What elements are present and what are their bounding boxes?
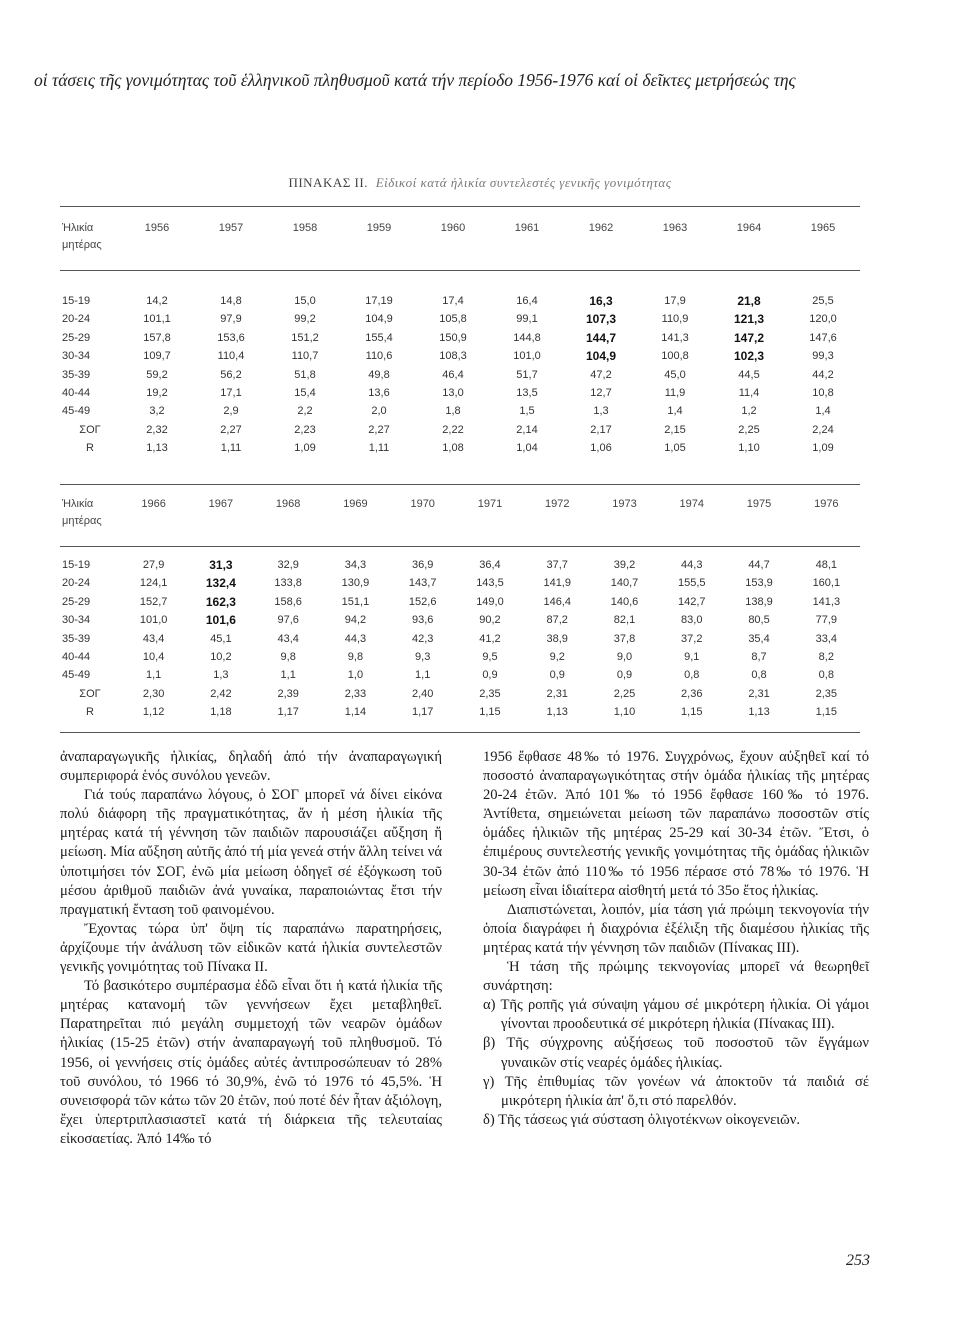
table-cell: 101,0 <box>139 614 168 627</box>
table-cell: 1,13 <box>748 706 770 719</box>
table-cell: 56,2 <box>220 368 242 381</box>
table-cell: 0,8 <box>751 669 767 682</box>
age-group-label: 15-19 <box>62 295 91 307</box>
table-cell: 45,0 <box>664 368 686 381</box>
table-cell: 13,0 <box>442 387 464 400</box>
year-header: 1961 <box>514 222 540 234</box>
table-row <box>60 329 860 347</box>
table-cell: 124,1 <box>139 577 168 590</box>
table-cell: 36,9 <box>411 559 434 571</box>
age-group-label: 25-29 <box>62 331 91 344</box>
table-cell: 11,9 <box>664 387 686 400</box>
table-cell: 97,6 <box>277 614 299 627</box>
table-cell: 110,7 <box>291 350 319 363</box>
year-header: 1970 <box>410 498 435 510</box>
year-header: 1972 <box>544 498 570 510</box>
table-cell: 130,9 <box>341 577 370 590</box>
table-cell: 2,30 <box>142 687 165 700</box>
table-cell: 0,9 <box>482 669 498 682</box>
table-cell: 8,2 <box>818 651 834 664</box>
table-cell: 2,31 <box>748 687 770 700</box>
table-cell: 120,0 <box>809 313 837 326</box>
table-cell: 59,2 <box>146 368 168 381</box>
table-cell: 14,2 <box>146 295 168 307</box>
header-age-label-2: μητέρας <box>62 239 102 251</box>
table-cell: 104,9 <box>365 313 393 326</box>
table-bottom-rule <box>60 732 860 733</box>
header-age-label <box>60 496 120 530</box>
table-cell: 41,2 <box>479 632 501 645</box>
table-cell: 2,27 <box>220 423 242 436</box>
table-cell: 14,8 <box>220 295 242 307</box>
list-item: β) Τῆς σύγχρονης αὐξήσεως τοῦ ποσοστοῦ τῶν ἔγγάμων γυναικῶν στίς νεαρές ὁμάδες ἡλικίας. <box>483 1035 869 1071</box>
list-item: γ) Τῆς ἐπιθυμίας τῶν γονέων νά ἀποκτοῦν τά παιδιά σέ μικρότερη ἡλικία ἀπ' ὅ,τι στό παρελθόν. <box>483 1073 869 1109</box>
table-cell: 9,2 <box>549 651 565 664</box>
paragraph: 1956 ἔφθασε 48‰ τό 1976. Συγχρόνως, ἔχουν αὐξηθεῖ καί τό ποσοστό ἀναπαραγωγικότητας στήν ὁμάδα ἡλικίας τῆς μητέρας 20-24 ἐτῶν. Ἀπό 101‰ τό 1956 ἔφθασε 160‰ τό 1976. Ἀντίθετα, σημειώνεται μείωση τῶν παραπάνω ποσοστῶν στίς ὁμάδες ἡλικιῶν τῆς μητέρας 25-29 καί 30-34 ἐτῶν. Ἔτσι, ὁ ἐπιμέρους συντελεστής γενικῆς γονιμότητας τῆς ὁμάδας ἡλικιῶν 30-34 ἐτῶν ἀπό 110‰ τό 1956 πέρασε στό 78‰ τό 1976. Ἡ μείωση εἶναι ἰδιαίτερα αἰσθητή μετά τό 35ο ἔτος ἡλικίας. <box>483 749 869 899</box>
table-row <box>60 310 860 328</box>
table-cell: 49,8 <box>368 368 390 381</box>
table-cell: 13,6 <box>368 387 390 400</box>
table-row <box>60 685 860 703</box>
year-header: 1969 <box>343 498 368 510</box>
table-cell: 17,19 <box>365 295 393 307</box>
table-row <box>60 402 860 420</box>
table-cell: 38,9 <box>546 632 568 645</box>
table-cell: 47,2 <box>590 368 612 381</box>
table-cell: 110,6 <box>365 350 393 363</box>
year-header: 1962 <box>588 222 614 234</box>
table-caption <box>0 175 960 191</box>
table-cell: 141,9 <box>543 577 571 590</box>
age-group-label: 40-44 <box>62 651 91 664</box>
table-cell: 2,36 <box>681 687 703 700</box>
table-cell: 33,4 <box>815 632 838 645</box>
header-rule-2 <box>60 546 860 547</box>
table-cell: 101,6 <box>205 613 236 628</box>
age-group-label: 40-44 <box>62 387 91 400</box>
age-group-label: 25-29 <box>62 595 91 608</box>
table-cell: 105,8 <box>439 313 467 326</box>
table-cell: 83,0 <box>681 614 703 627</box>
table-cell: 155,5 <box>677 577 706 590</box>
table-cell: 140,6 <box>610 595 639 608</box>
table-cell: 162,3 <box>205 594 236 609</box>
table-cell: 151,2 <box>291 331 319 344</box>
table-cell: 141,3 <box>661 331 689 344</box>
table-cell: 1,1 <box>145 669 162 682</box>
table-cell: 108,3 <box>439 350 467 363</box>
paragraph: Διαπιστώνεται, λοιπόν, μία τάση γιά πρώιμη τεκνογονία τήν ὁποία διαγράφει ἡ διαχρόνια ἐξέλιξη τῆς διαμέσου ἡλικίας τῆς μητέρας κατά τήν γέννηση τῶν παιδιῶν (Πίνακας ΙΙΙ). <box>483 901 869 956</box>
table-cell: 99,1 <box>516 313 538 326</box>
table-cell: 9,8 <box>280 651 296 664</box>
table-cell: 1,3 <box>593 405 609 418</box>
table-cell: 149,0 <box>476 595 504 608</box>
table-row <box>60 666 860 684</box>
table-row <box>60 421 860 439</box>
table-cell: 142,7 <box>677 595 706 608</box>
age-group-label: 30-34 <box>62 614 91 627</box>
table-row <box>60 611 860 629</box>
table-cell: 90,2 <box>479 614 501 627</box>
table-cell: 31,3 <box>209 558 233 572</box>
year-header: 1957 <box>218 222 244 234</box>
table-cell: 0,9 <box>549 669 565 682</box>
year-header: 1964 <box>736 222 762 234</box>
table-cell: 1,17 <box>277 706 299 719</box>
table-cell: 2,42 <box>210 687 232 700</box>
paragraph: Τό βασικότερο συμπέρασμα ἐδῶ εἶναι ὅτι ἡ κατά ἡλικία τῆς μητέρας κατανομή τῶν γεννήσεων ἔχει μεταβληθεῖ. Παρατηρεῖται πιό μεγάλη συμμετοχή τῶν νεαρῶν ὁμάδων ἡλικίας (15-25 ἐτῶν) στήν ἀναπαραγωγή τοῦ πληθυσμοῦ. Τό 1956, οἱ γεννήσεις στίς ὁμάδες αὐτές ἀντιπροσώπευαν τό 28% τοῦ συνόλου, τό 1966 τό 30,9%, ἐνῶ τό 1976 τό 45,5%. Ἡ συνεισφορά τῶν κάτω τῶν 20 ἐτῶν, πού ποτέ δέν ἦταν ἀξιόλογη, ἔχει ὑπερτριπλασιαστεῖ κατά τή διάρκεια τῆς τελευταίας εἰκοσαετίας. Ἀπό 14‰ τό <box>60 978 442 1147</box>
year-header: 1974 <box>679 498 704 510</box>
table-mid-rule <box>60 484 860 485</box>
table-row <box>60 703 860 721</box>
body-column-left <box>60 748 442 1149</box>
table-cell: 9,0 <box>616 651 633 664</box>
table-cell: 2,27 <box>368 423 390 436</box>
table-cell: 93,6 <box>411 614 434 627</box>
year-header: 1967 <box>208 498 234 510</box>
table-row <box>60 292 860 310</box>
table-cell: 2,33 <box>344 687 367 700</box>
table-row <box>60 574 860 592</box>
table-cell: 13,5 <box>516 387 538 400</box>
table-header-part1 <box>60 220 860 254</box>
age-group-label: 20-24 <box>62 313 91 326</box>
table-cell: 147,6 <box>809 331 837 344</box>
table-cell: 2,31 <box>546 687 568 700</box>
age-group-label: R <box>86 706 94 719</box>
table-cell: 35,4 <box>748 632 770 645</box>
table-cell: 25,5 <box>812 295 834 307</box>
table-cell: 17,4 <box>442 295 464 307</box>
table-cell: 17,1 <box>220 387 242 400</box>
table-cell: 17,9 <box>664 295 686 307</box>
table-cell: 42,3 <box>411 632 434 645</box>
table-cell: 160,1 <box>812 577 841 590</box>
table-cell: 144,8 <box>513 331 541 344</box>
table-cell: 153,6 <box>217 331 245 344</box>
table-cell: 97,9 <box>220 313 242 326</box>
age-group-label: ΣΟΓ <box>79 423 101 436</box>
table-cell: 101,1 <box>143 313 171 326</box>
fertility-table-1956-1965 <box>60 292 860 458</box>
table-cell: 2,25 <box>613 687 636 700</box>
table-cell: 138,9 <box>745 595 773 608</box>
table-cell: 0,8 <box>684 669 700 682</box>
table-cell: 1,0 <box>347 669 364 682</box>
table-cell: 2,24 <box>812 423 834 436</box>
table-cell: 51,7 <box>516 368 538 381</box>
age-group-label: 15-19 <box>62 559 91 571</box>
table-cell: 101,0 <box>513 350 541 363</box>
table-cell: 140,7 <box>610 577 639 590</box>
table-cell: 12,7 <box>590 387 612 400</box>
table-row <box>60 347 860 365</box>
paragraph: Γιά τούς παραπάνω λόγους, ὁ ΣΟΓ μπορεῖ νά δίνει εἰκόνα πολύ διάφορη τῆς πραγματικότητας, ἄν ἡ μέση ἡλικία τῆς μητέρας κατά τή γέννηση τῶν παιδιῶν παρουσιάζει αὔξηση ἤ μείωση. Μία αὔξηση αὐτῆς ἀπό τή μία γενεά στήν ἄλλη τείνει νά ὑποτιμήσει τόν ΣΟΓ, ἐνῶ μία μείωση ὁδηγεῖ σέ ἐξόγκωση τοῦ μέσου ἀριθμοῦ παιδιῶν ἀνά γυναίκα, παραποιώντας ἔτσι τήν πραγματική ἔνταση τοῦ φαινομένου. <box>60 787 442 918</box>
table-cell: 2,15 <box>664 423 686 436</box>
table-cell: 44,3 <box>344 632 367 645</box>
table-cell: 2,0 <box>371 405 387 418</box>
table-cell: 36,4 <box>479 559 501 571</box>
table-cell: 32,9 <box>277 559 299 571</box>
table-cell: 151,1 <box>341 595 370 608</box>
table-cell: 77,9 <box>815 614 838 627</box>
table-cell: 1,09 <box>812 442 834 455</box>
body-column-right <box>483 748 869 1130</box>
table-cell: 1,1 <box>415 669 431 682</box>
table-cell: 9,5 <box>482 651 498 664</box>
table-cell: 109,7 <box>143 350 171 363</box>
year-header: 1956 <box>144 222 170 234</box>
table-cell: 1,12 <box>142 706 165 719</box>
year-header: 1973 <box>612 498 637 510</box>
table-cell: 1,15 <box>815 706 838 719</box>
table-row <box>60 630 860 648</box>
table-cell: 157,8 <box>143 331 171 344</box>
table-cell: 43,4 <box>142 632 165 645</box>
header-rule <box>60 270 860 271</box>
table-header-part2 <box>60 496 860 530</box>
running-head: οἱ τάσεις τῆς γονιμότητας τοῦ ἑλληνικοῦ πληθυσμοῦ κατά τήν περίοδο 1956-1976 καί οἱ δεῖκτες μετρήσεώς της <box>34 70 796 90</box>
table-cell: 146,4 <box>543 595 571 608</box>
year-header: 1971 <box>477 498 503 510</box>
table-cell: 110,4 <box>217 350 245 363</box>
table-caption-label: ΠΙΝΑΚΑΣ ΙΙ. <box>288 175 368 190</box>
table-cell: 150,9 <box>439 331 467 344</box>
table-cell: 21,8 <box>737 294 761 308</box>
table-cell: 1,1 <box>280 669 296 682</box>
table-cell: 11,4 <box>738 387 760 400</box>
table-cell: 15,0 <box>294 295 316 307</box>
table-cell: 1,06 <box>590 442 612 455</box>
table-cell: 2,23 <box>294 423 316 436</box>
table-row <box>60 593 860 611</box>
table-cell: 44,2 <box>812 368 834 381</box>
table-cell: 34,3 <box>344 559 367 571</box>
table-cell: 45,1 <box>210 632 232 645</box>
table-cell: 1,11 <box>220 442 242 455</box>
table-cell: 121,3 <box>733 312 765 327</box>
table-cell: 107,3 <box>585 312 617 327</box>
table-row <box>60 439 860 457</box>
table-cell: 2,35 <box>479 687 501 700</box>
list-item: α) Τῆς ροπῆς γιά σύναψη γάμου σέ μικρότερη ἡλικία. Οἱ γάμοι γίνονται προοδευτικά σέ μικρότερη ἡλικία (Πίνακας ΙΙΙ). <box>483 997 869 1033</box>
year-header: 1976 <box>814 498 839 510</box>
table-cell: 2,32 <box>146 423 168 436</box>
table-cell: 141,3 <box>812 595 841 608</box>
table-cell: 46,4 <box>442 368 464 381</box>
table-cell: 2,25 <box>738 423 760 436</box>
table-cell: 43,4 <box>277 632 299 645</box>
table-cell: 2,39 <box>277 687 299 700</box>
age-group-label: 35-39 <box>62 632 91 645</box>
year-header: 1965 <box>810 222 836 234</box>
list-item: δ) Τῆς τάσεως γιά σύσταση ὀλιγοτέκνων οἰκογενειῶν. <box>483 1111 800 1128</box>
table-cell: 147,2 <box>733 330 765 345</box>
age-group-label: 45-49 <box>62 669 91 682</box>
age-group-label: 30-34 <box>62 350 91 363</box>
table-cell: 9,8 <box>347 651 364 664</box>
table-cell: 10,4 <box>142 651 165 664</box>
paragraph: ἀναπαραγωγικῆς ἡλικίας, δηλαδή ἀπό τήν ἀναπαραγωγική συμπεριφορά ἑνός συνόλου γενεῶν. <box>60 749 442 785</box>
table-cell: 2,35 <box>815 687 838 700</box>
year-header: 1966 <box>141 498 166 510</box>
table-cell: 1,15 <box>681 706 703 719</box>
table-row <box>60 366 860 384</box>
table-row <box>60 648 860 666</box>
table-cell: 48,1 <box>815 559 838 571</box>
table-cell: 10,8 <box>812 387 834 400</box>
table-cell: 80,5 <box>748 614 770 627</box>
age-group-label: ΣΟΓ <box>79 687 101 700</box>
table-cell: 37,8 <box>613 632 636 645</box>
table-cell: 158,6 <box>274 595 302 608</box>
table-cell: 1,8 <box>445 405 461 418</box>
table-cell: 27,9 <box>142 559 165 571</box>
table-cell: 2,17 <box>590 423 612 436</box>
table-cell: 37,2 <box>681 632 703 645</box>
table-cell: 15,4 <box>294 387 316 400</box>
table-cell: 153,9 <box>745 577 773 590</box>
table-top-rule <box>60 206 860 207</box>
table-cell: 1,05 <box>664 442 686 455</box>
table-cell: 152,7 <box>139 595 168 608</box>
table-cell: 152,6 <box>408 595 437 608</box>
table-cell: 16,3 <box>589 294 613 308</box>
table-cell: 82,1 <box>613 614 636 627</box>
table-row <box>60 556 860 574</box>
age-group-label: 45-49 <box>62 405 91 418</box>
paragraph: Ἡ τάση τῆς πρώιμης τεκνογονίας μπορεῖ νά θεωρηθεῖ συνάρτηση: <box>483 959 869 995</box>
table-cell: 94,2 <box>344 614 367 627</box>
table-cell: 1,4 <box>667 405 683 418</box>
table-row <box>60 384 860 402</box>
table-cell: 44,3 <box>681 559 703 571</box>
table-cell: 144,7 <box>585 330 617 345</box>
table-cell: 1,13 <box>546 706 568 719</box>
fertility-table-1966-1976 <box>60 556 860 722</box>
table-cell: 1,15 <box>479 706 501 719</box>
table-cell: 2,14 <box>516 423 538 436</box>
age-group-label: 35-39 <box>62 368 91 381</box>
header-age-label-2: μητέρας <box>62 515 102 527</box>
table-cell: 2,9 <box>223 405 239 418</box>
year-header: 1968 <box>275 498 301 510</box>
year-header: 1960 <box>440 222 466 234</box>
table-cell: 1,14 <box>344 706 367 719</box>
table-cell: 3,2 <box>149 405 165 418</box>
table-cell: 99,3 <box>812 350 834 363</box>
table-cell: 133,8 <box>274 577 302 590</box>
table-cell: 1,2 <box>741 405 757 418</box>
year-header: 1975 <box>746 498 772 510</box>
table-caption-subtitle: Εἰδικοί κατά ἡλικία συντελεστές γενικῆς γονιμότητας <box>375 175 672 190</box>
age-group-label: R <box>86 442 94 455</box>
table-cell: 1,5 <box>519 405 535 418</box>
year-header: 1958 <box>292 222 318 234</box>
table-cell: 2,40 <box>411 687 434 700</box>
table-cell: 0,9 <box>616 669 633 682</box>
table-cell: 102,3 <box>733 349 765 364</box>
table-cell: 2,2 <box>297 405 313 418</box>
table-cell: 0,8 <box>818 669 834 682</box>
table-cell: 99,2 <box>294 313 316 326</box>
table-cell: 132,4 <box>205 576 236 591</box>
table-cell: 100,8 <box>661 350 689 363</box>
year-header: 1959 <box>366 222 392 234</box>
table-cell: 37,7 <box>546 559 568 571</box>
table-cell: 155,4 <box>365 331 393 344</box>
table-cell: 1,13 <box>146 442 168 455</box>
page-number: 253 <box>846 1252 870 1269</box>
table-cell: 87,2 <box>546 614 568 627</box>
table-cell: 1,04 <box>516 442 538 455</box>
table-cell: 1,10 <box>738 442 760 455</box>
table-cell: 104,9 <box>585 349 617 364</box>
table-cell: 2,22 <box>442 423 464 436</box>
table-cell: 9,3 <box>415 651 431 664</box>
table-cell: 1,3 <box>213 669 229 682</box>
paragraph: Ἔχοντας τώρα ὑπ' ὄψη τίς παραπάνω παρατηρήσεις, ἀρχίζουμε τήν ἀνάλυση τῶν εἰδικῶν κατά ἡλικία συντελεστῶν γενικῆς γονιμότητας τοῦ Πίνακα ΙΙ. <box>60 920 442 976</box>
table-cell: 9,1 <box>684 651 700 664</box>
header-age-label-1: Ἡλικία <box>62 498 94 510</box>
age-group-label: 20-24 <box>62 577 91 590</box>
year-header: 1963 <box>662 222 688 234</box>
table-cell: 39,2 <box>613 559 636 571</box>
table-cell: 1,18 <box>210 706 232 719</box>
table-cell: 1,4 <box>815 405 831 418</box>
table-cell: 44,7 <box>748 559 770 571</box>
table-cell: 143,7 <box>408 577 437 590</box>
table-cell: 1,08 <box>442 442 464 455</box>
table-cell: 1,11 <box>368 442 390 455</box>
table-cell: 1,09 <box>294 442 316 455</box>
table-cell: 8,7 <box>751 651 767 664</box>
table-cell: 1,10 <box>613 706 636 719</box>
table-cell: 44,5 <box>738 368 760 381</box>
table-cell: 143,5 <box>476 577 504 590</box>
table-cell: 10,2 <box>210 651 232 664</box>
table-cell: 1,17 <box>411 706 434 719</box>
table-cell: 19,2 <box>146 387 168 400</box>
table-cell: 16,4 <box>516 295 538 307</box>
table-cell: 110,9 <box>661 313 689 326</box>
header-age-label-1: Ἡλικία <box>62 222 94 234</box>
header-age-label <box>60 220 120 254</box>
table-cell: 51,8 <box>294 368 316 381</box>
